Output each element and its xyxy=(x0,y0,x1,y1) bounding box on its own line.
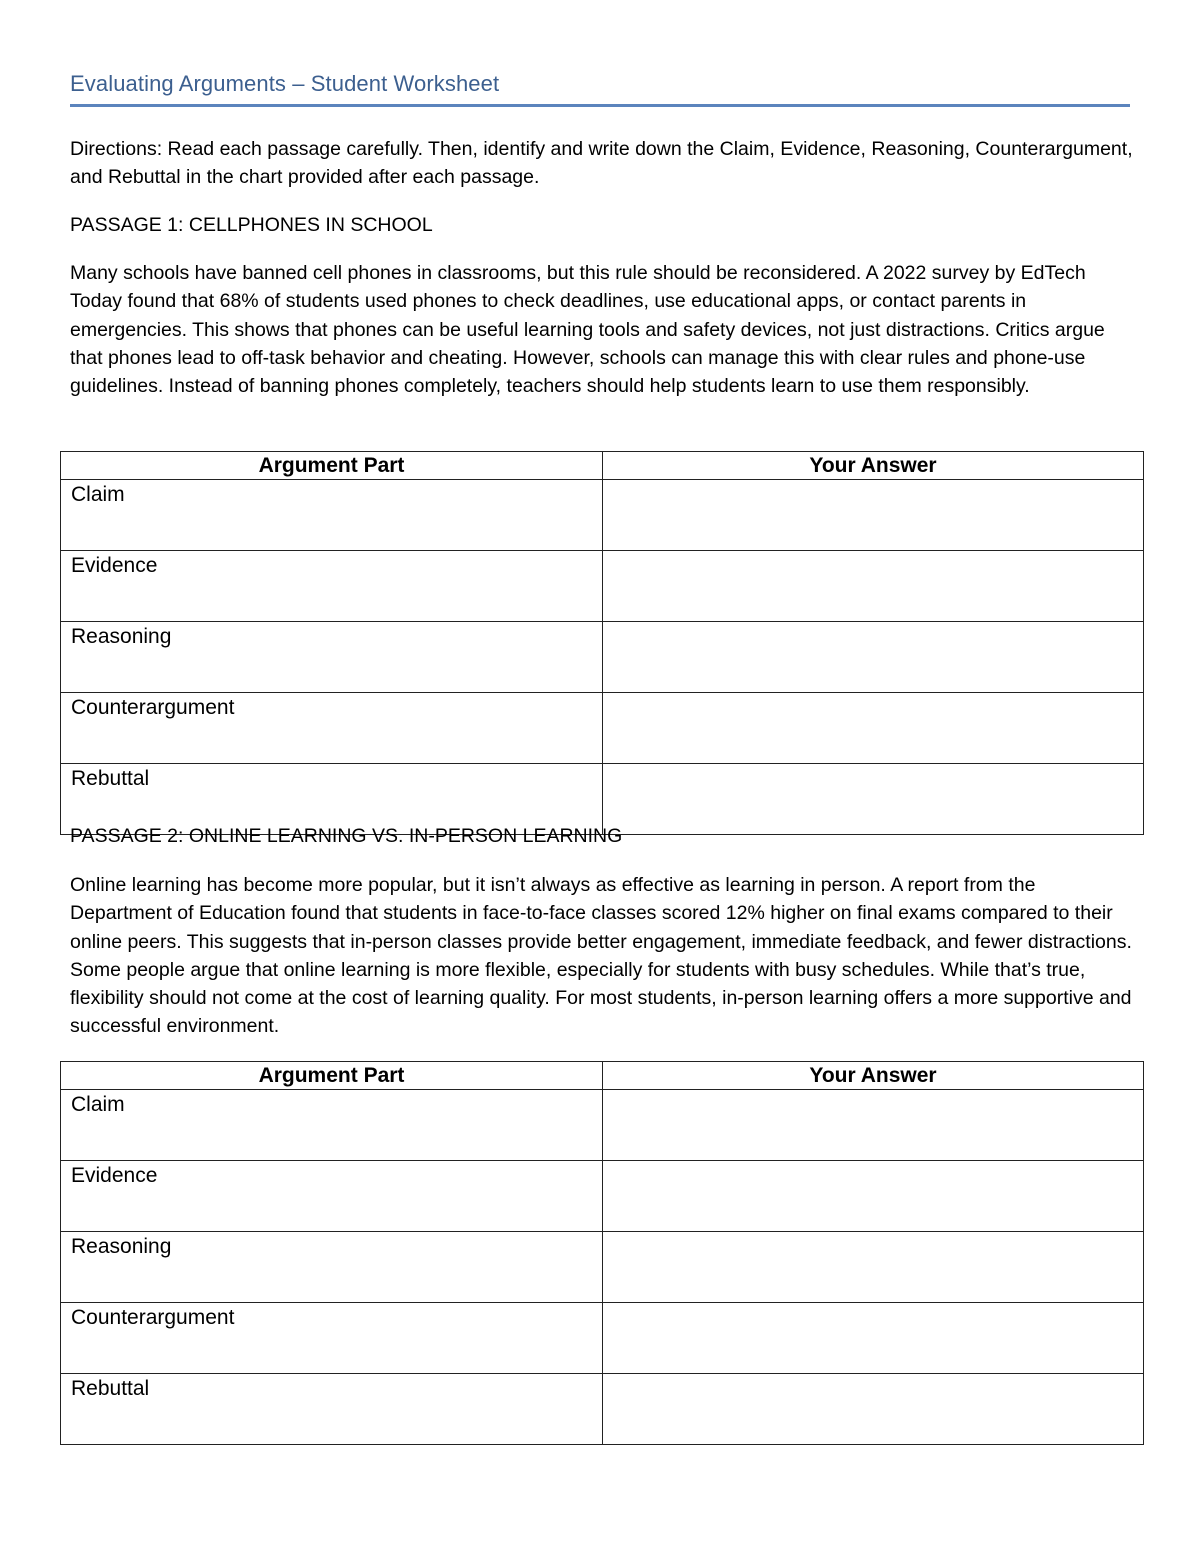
answer-cell-reasoning[interactable] xyxy=(603,622,1144,693)
table-row xyxy=(61,693,1144,764)
argument-part-evidence: Evidence xyxy=(61,551,603,622)
answer-cell-reasoning[interactable] xyxy=(603,1232,1144,1303)
argument-part-counterargument: Counterargument xyxy=(61,1303,603,1374)
column-header-argument-part: Argument Part xyxy=(61,452,603,480)
argument-part-rebuttal: Rebuttal xyxy=(61,764,603,835)
table-row xyxy=(61,1161,1144,1232)
column-header-argument-part: Argument Part xyxy=(61,1062,603,1090)
argument-part-claim: Claim xyxy=(61,1090,603,1161)
table-row xyxy=(61,480,1144,551)
answer-cell-claim[interactable] xyxy=(603,480,1144,551)
passage-1-answer-table xyxy=(60,451,1144,835)
table-row xyxy=(61,551,1144,622)
passage-2-heading: PASSAGE 2: ONLINE LEARNING VS. IN-PERSON LEARNING xyxy=(70,825,623,847)
argument-part-evidence: Evidence xyxy=(61,1161,603,1232)
answer-cell-rebuttal[interactable] xyxy=(603,1374,1144,1445)
argument-part-reasoning: Reasoning xyxy=(61,622,603,693)
column-header-your-answer: Your Answer xyxy=(603,1062,1144,1090)
passage-1-heading: PASSAGE 1: CELLPHONES IN SCHOOL xyxy=(70,214,433,236)
table-row xyxy=(61,622,1144,693)
column-header-your-answer: Your Answer xyxy=(603,452,1144,480)
table-header-row xyxy=(61,1062,1144,1090)
table-row xyxy=(61,1374,1144,1445)
directions-text: Directions: Read each passage carefully. Then, identify and write down the Claim, Evidence, Reasoning, Counterargument, and Rebuttal in the chart provided after each passage. xyxy=(70,138,1133,189)
table-row xyxy=(61,1303,1144,1374)
passage-2-text: Online learning has become more popular, but it isn’t always as effective as learning in person. A report from the Department of Education found that students in face-to-face classes scored 12% higher on final exams compared to their online peers. This suggests that in-person classes provide better engagement, immediate feedback, and fewer distractions. Some people argue that online learning is more flexible, especially for students with busy schedules. While that’s true, flexibility should not come at the cost of learning quality. For most students, in-person learning offers a more supportive and successful environment. xyxy=(70,874,1132,1038)
answer-cell-counterargument[interactable] xyxy=(603,693,1144,764)
argument-part-rebuttal: Rebuttal xyxy=(61,1374,603,1445)
passage-1-text: Many schools have banned cell phones in classrooms, but this rule should be reconsidered. A 2022 survey by EdTech Today found that 68% of students used phones to check deadlines, use educational apps, or contact parents in emergencies. This shows that phones can be useful learning tools and safety devices, not just distractions. Critics argue that phones lead to off-task behavior and cheating. However, schools can manage this with clear rules and phone-use guidelines. Instead of banning phones completely, teachers should help students learn to use them responsibly. xyxy=(70,262,1105,398)
answer-cell-counterargument[interactable] xyxy=(603,1303,1144,1374)
argument-part-claim: Claim xyxy=(61,480,603,551)
answer-cell-evidence[interactable] xyxy=(603,1161,1144,1232)
argument-part-reasoning: Reasoning xyxy=(61,1232,603,1303)
title-divider xyxy=(70,104,1130,107)
answer-cell-evidence[interactable] xyxy=(603,551,1144,622)
answer-cell-rebuttal[interactable] xyxy=(603,764,1144,835)
passage-2-answer-table xyxy=(60,1061,1144,1445)
argument-part-counterargument: Counterargument xyxy=(61,693,603,764)
table-header-row xyxy=(61,452,1144,480)
worksheet-title: Evaluating Arguments – Student Worksheet xyxy=(70,71,500,96)
table-row xyxy=(61,1232,1144,1303)
answer-cell-claim[interactable] xyxy=(603,1090,1144,1161)
table-row xyxy=(61,1090,1144,1161)
